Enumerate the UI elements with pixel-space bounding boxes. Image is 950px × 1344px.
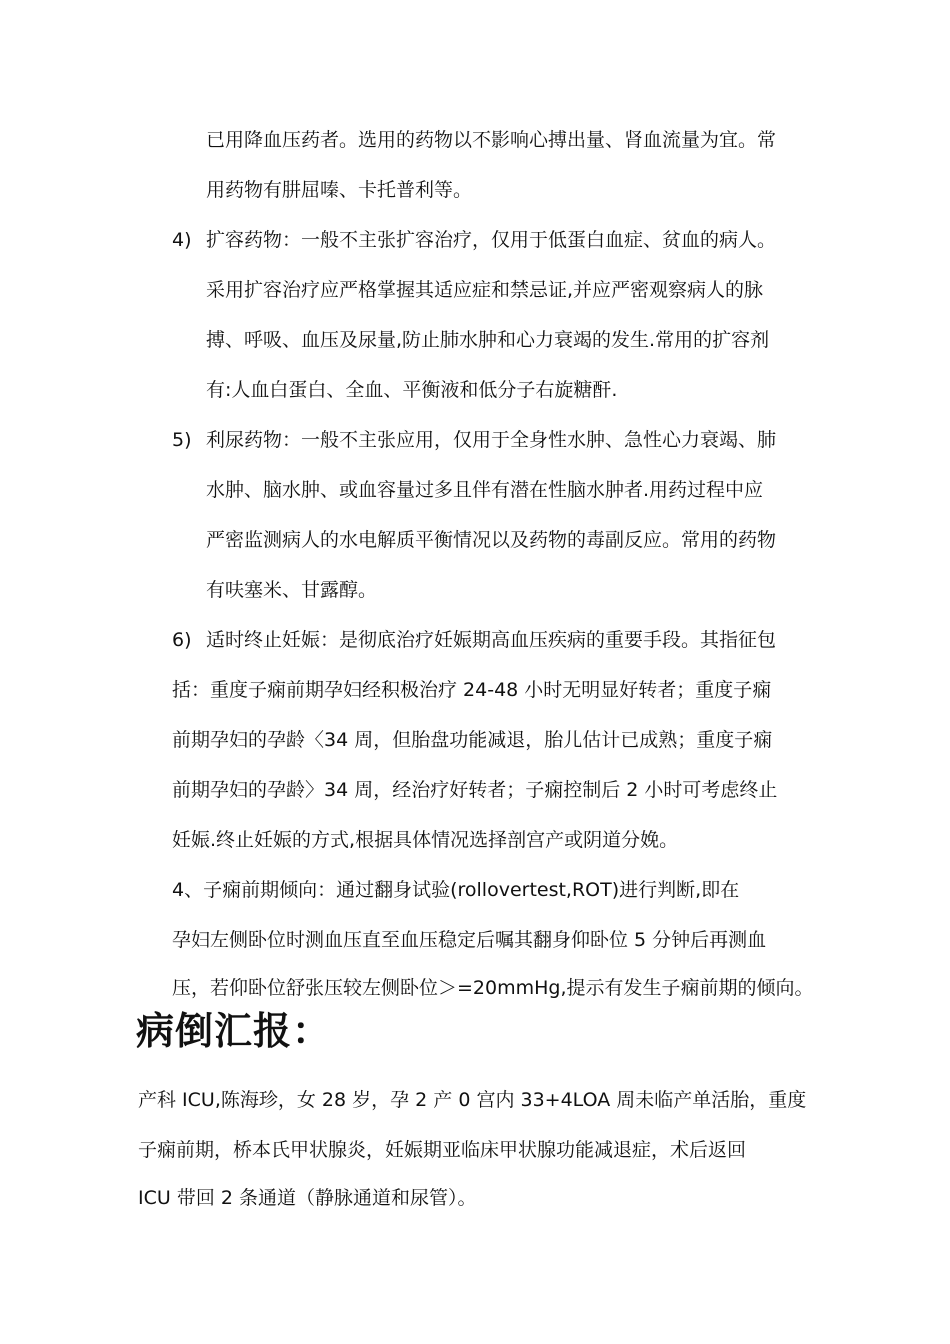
paragraph-line: 子痫前期，桥本氏甲状腺炎，妊娠期亚临床甲状腺功能减退症，术后返回 — [138, 1139, 747, 1161]
paragraph-line: 严密监测病人的水电解质平衡情况以及药物的毒副反应。常用的药物 — [206, 529, 777, 551]
list-item-number: 6) — [172, 629, 192, 651]
paragraph-line: 前期孕妇的孕龄〉34 周，经治疗好转者；子痫控制后 2 小时可考虑终止 — [172, 779, 778, 801]
paragraph-line: ICU 带回 2 条通道（静脉通道和尿管）。 — [138, 1187, 477, 1209]
paragraph-line: 压，若仰卧位舒张压较左侧卧位＞=20mmHg,提示有发生子痫前期的倾向。 — [172, 977, 814, 999]
paragraph-line: 括：重度子痫前期孕妇经积极治疗 24-48 小时无明显好转者；重度子痫 — [172, 679, 772, 701]
paragraph-line: 采用扩容治疗应严格掌握其适应症和禁忌证,并应严密观察病人的脉 — [206, 279, 764, 301]
case-report-heading: 病倒汇报： — [136, 1009, 332, 1053]
paragraph-line: 搏、呼吸、血压及尿量,防止肺水肿和心力衰竭的发生.常用的扩容剂 — [206, 329, 770, 351]
paragraph-line: 妊娠.终止妊娠的方式,根据具体情况选择剖宫产或阴道分娩。 — [172, 829, 679, 851]
paragraph-line: 4、子痫前期倾向：通过翻身试验(rollovertest,ROT)进行判断,即在 — [172, 879, 740, 901]
paragraph-line: 前期孕妇的孕龄〈34 周，但胎盘功能减退，胎儿估计已成熟；重度子痫 — [172, 729, 773, 751]
paragraph-line: 有呋塞米、甘露醇。 — [206, 579, 378, 601]
paragraph-line: 适时终止妊娠：是彻底治疗妊娠期高血压疾病的重要手段。其指征包 — [206, 629, 777, 651]
paragraph-line: 扩容药物：一般不主张扩容治疗，仅用于低蛋白血症、贫血的病人。 — [206, 229, 777, 251]
paragraph-line: 有:人血白蛋白、全血、平衡液和低分子右旋糖酐. — [206, 379, 618, 401]
list-item-number: 5) — [172, 429, 192, 451]
paragraph-line: 水肿、脑水肿、或血容量过多且伴有潜在性脑水肿者.用药过程中应 — [206, 479, 764, 501]
paragraph-line: 孕妇左侧卧位时测血压直至血压稳定后嘱其翻身仰卧位 5 分钟后再测血 — [172, 929, 767, 951]
paragraph-line: 产科 ICU,陈海珍，女 28 岁，孕 2 产 0 宫内 33+4LOA 周未临产单活胎，重度 — [138, 1089, 807, 1111]
paragraph-line: 已用降血压药者。选用的药物以不影响心搏出量、肾血流量为宜。常 — [206, 129, 777, 151]
paragraph-line: 利尿药物：一般不主张应用，仅用于全身性水肿、急性心力衰竭、肺 — [206, 429, 777, 451]
list-item-number: 4) — [172, 229, 192, 251]
paragraph-line: 用药物有肼屈嗪、卡托普利等。 — [206, 179, 473, 201]
